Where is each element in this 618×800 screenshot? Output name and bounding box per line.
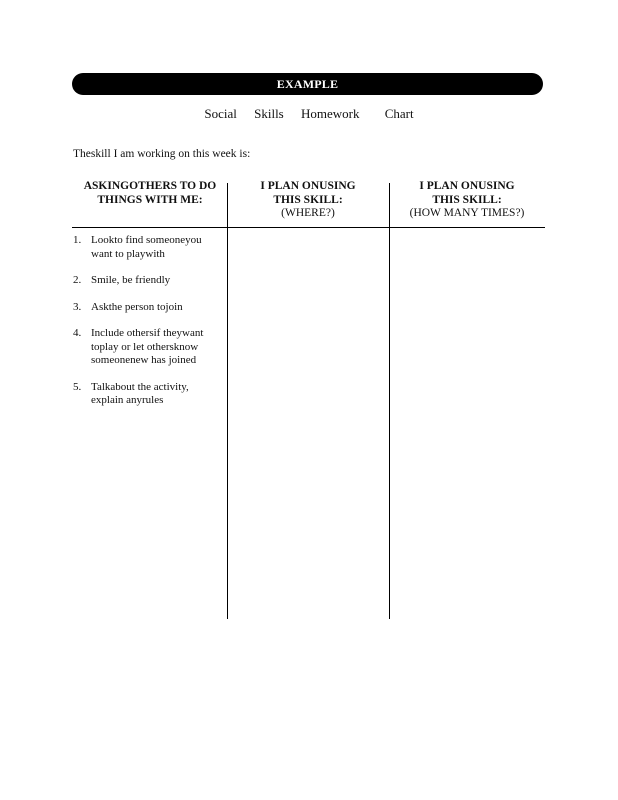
column-header-line: THINGS WITH ME: — [97, 193, 203, 206]
step-text — [91, 381, 223, 408]
step-number: 3. — [73, 300, 82, 313]
step-line: Smile, be friendly — [91, 274, 171, 286]
step-line: explain anyrules — [91, 394, 164, 406]
step-text — [91, 234, 223, 261]
step-text — [91, 274, 223, 288]
step-item — [73, 327, 223, 368]
step-number: 4. — [73, 327, 82, 339]
step-item — [73, 274, 223, 288]
title-word-skills: Skills — [254, 106, 284, 121]
title-word-chart: Chart — [384, 106, 414, 121]
step-number: 1. — [73, 234, 82, 246]
column-header-line: THIS SKILL: — [273, 193, 343, 206]
chart-title — [0, 106, 618, 122]
step-line: Askthe person tojoin — [91, 300, 183, 313]
step-item — [73, 381, 223, 408]
step-number: 5. — [73, 380, 82, 393]
column-header-how-many — [392, 180, 542, 221]
step-line: Talkabout the activity, — [91, 380, 189, 393]
column-header-line: ASKINGOTHERS TO DO — [83, 180, 217, 192]
step-item — [73, 301, 223, 315]
column-header-skill — [76, 180, 224, 207]
title-word-social: Social — [204, 106, 237, 121]
column-header-line: I PLAN ONUSING — [260, 180, 356, 192]
column-header-note: (WHERE?) — [281, 207, 335, 219]
column-divider — [389, 183, 390, 619]
skill-steps-list — [73, 234, 223, 421]
column-divider — [227, 183, 228, 619]
column-header-where — [232, 180, 384, 221]
step-line: toplay or let othersknow — [91, 340, 199, 353]
title-word-homework: Homework — [300, 106, 360, 121]
step-line: want to playwith — [91, 247, 165, 260]
step-number: 2. — [73, 274, 82, 286]
step-item — [73, 234, 223, 261]
header-divider — [72, 227, 545, 228]
column-header-line: I PLAN ONUSING — [419, 180, 515, 192]
column-header-line: THIS SKILL: — [432, 193, 502, 206]
step-text — [91, 301, 223, 315]
step-line: someonenew has joined — [91, 354, 197, 366]
column-header-note: (HOW MANY TIMES?) — [409, 207, 525, 219]
step-line: Lookto find someoneyou — [91, 234, 202, 246]
step-text — [91, 327, 223, 368]
skill-prompt: Theskill I am working on this week is: — [73, 148, 251, 160]
step-line: Include othersif theywant — [91, 327, 204, 339]
example-banner: EXAMPLE — [72, 73, 543, 95]
